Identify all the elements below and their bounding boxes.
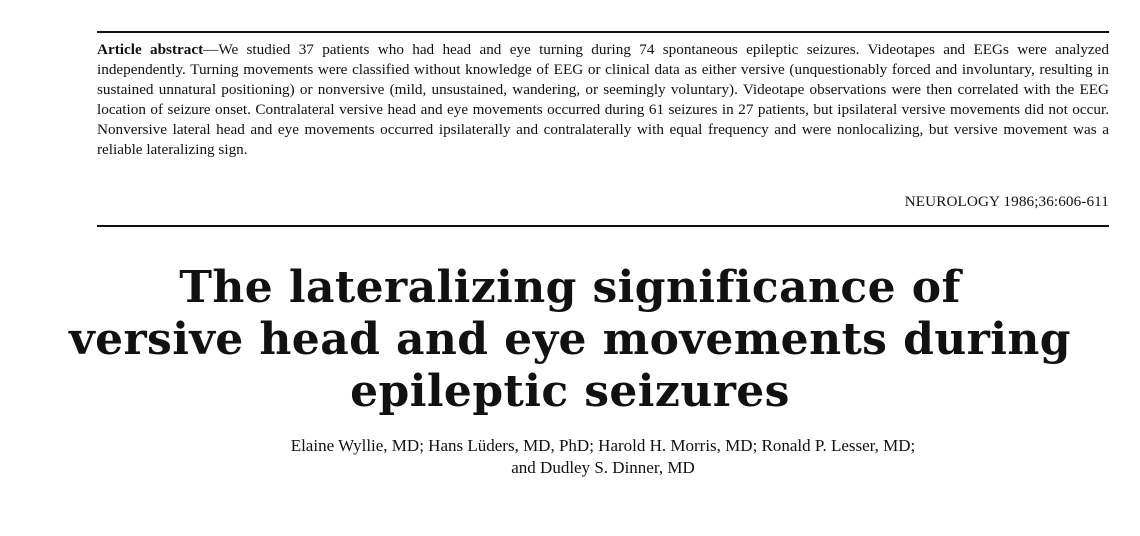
title-line: The lateralizing significance of	[179, 262, 961, 313]
title-line: versive head and eye movements during	[69, 314, 1071, 365]
abstract-text: We studied 37 patients who had head and eye turning during 74 spontaneous epileptic seizures. Videotapes and EEGs were analyzed independently. Turning movements were classified without knowledge of EEG or clinical data as either versive (unquestionably forced and involuntary, resulting in sustained unnatural positioning) or nonversive (mild, unsustained, wandering, or seemingly voluntary). Videotape observations were then correlated with the EEG location of seizure onset. Contralateral versive head and eye movements occurred during 61 seizures in 27 patients, but ipsilateral versive movements did not occur. Nonversive lateral head and eye movements occurred ipsilaterally and contralaterally with equal frequency and were nonlocalizing, but versive movement was a reliable lateralizing sign.	[97, 41, 1109, 158]
bottom-rule	[97, 225, 1109, 227]
journal-citation: NEUROLOGY 1986;36:606-611	[904, 193, 1109, 210]
abstract-dash: —	[203, 41, 219, 58]
author-line: Elaine Wyllie, MD; Hans Lüders, MD, PhD; Harold H. Morris, MD; Ronald P. Lesser, MD;	[290, 436, 916, 455]
article-abstract	[97, 40, 1109, 160]
author-line: and Dudley S. Dinner, MD	[511, 458, 695, 477]
author-list	[100, 435, 1106, 479]
abstract-label: Article abstract	[97, 41, 204, 58]
title-line: epileptic seizures	[350, 366, 790, 417]
article-title	[60, 262, 1080, 418]
top-rule	[97, 31, 1109, 33]
